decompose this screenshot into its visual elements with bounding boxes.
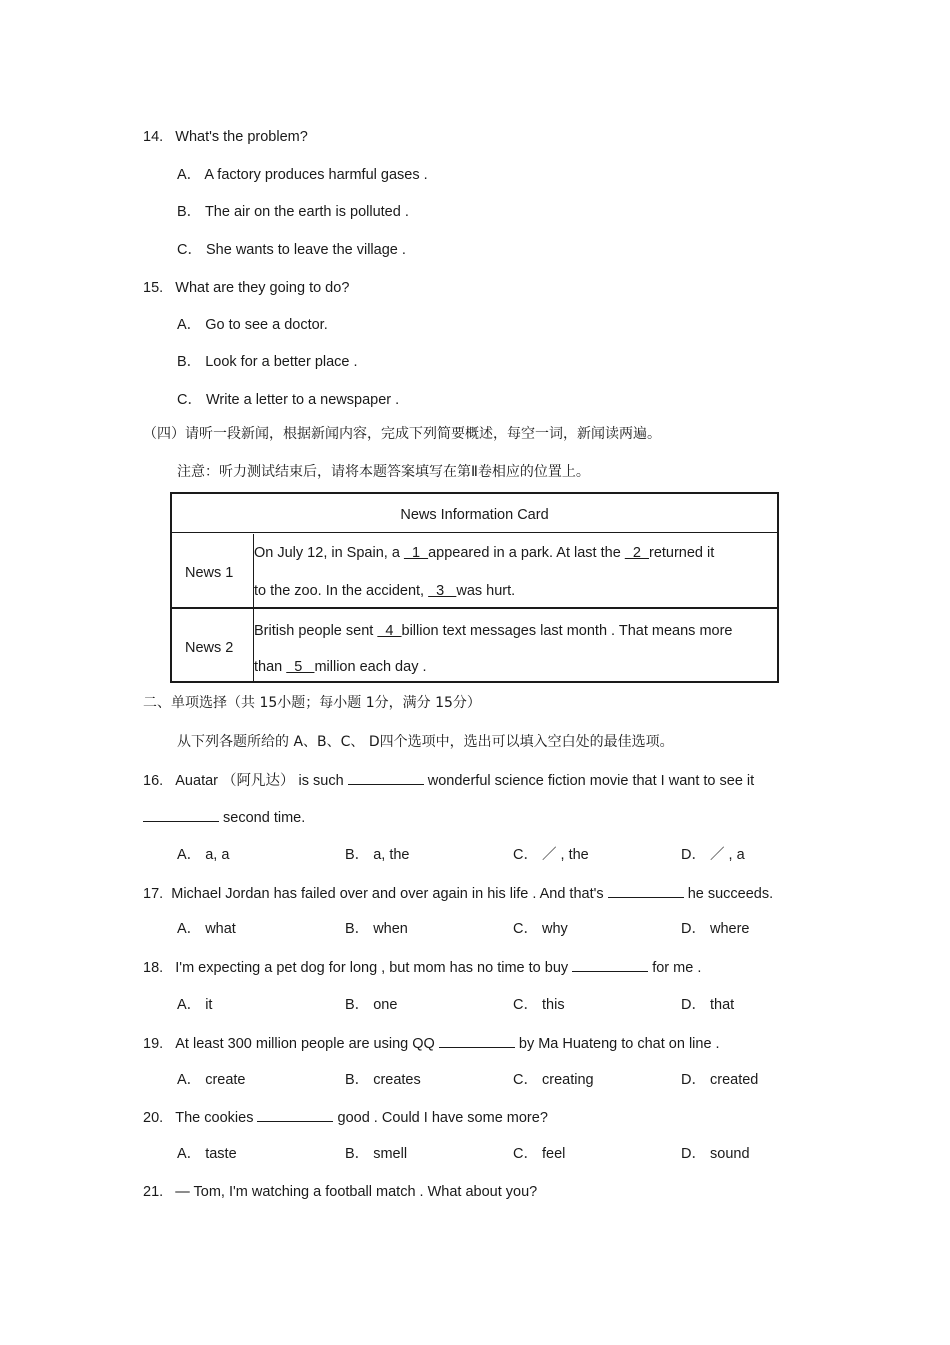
news-1-line-1: On July 12, in Spain, a 1 appeared in a park. At last the 2 returned it	[254, 545, 715, 561]
blank-3[interactable]: 3	[428, 583, 457, 599]
option-b: B． when	[345, 921, 408, 937]
option-a: A． it	[177, 997, 213, 1013]
option-c: C． ／ , the	[513, 847, 589, 863]
option-a: A． A factory produces harmful gases .	[177, 167, 428, 183]
question-20: 20. The cookies good . Could I have some more?	[143, 1110, 548, 1126]
answer-blank[interactable]	[348, 771, 424, 785]
question-21	[143, 1183, 537, 1201]
option-c: C． Write a letter to a newspaper .	[177, 392, 400, 408]
news-information-card	[170, 492, 779, 683]
option-c: C． this	[513, 997, 565, 1013]
part-2-directions: 从下列各题所给的 A、B、C、 D四个选项中，选出可以填入空白处的最佳选项。	[177, 734, 674, 750]
question-number: 21.	[143, 1184, 164, 1200]
blank-2[interactable]: 2	[624, 545, 649, 561]
option-b: B． Look for a better place .	[177, 354, 358, 370]
option-d: D． where	[681, 921, 750, 937]
blank-4[interactable]: 4	[377, 623, 402, 639]
part-2-heading: 二、单项选择（共 15小题；每小题 1分，满分 15分）	[143, 695, 481, 711]
option-d: D． ／ , a	[681, 847, 745, 863]
question-15	[143, 279, 349, 297]
answer-blank[interactable]	[257, 1108, 333, 1122]
section-4-instruction: （四）请听一段新闻，根据新闻内容，完成下列简要概述，每空一词，新闻读两遍。	[143, 426, 661, 442]
option-a: A． create	[177, 1072, 246, 1088]
option-b: B． a, the	[345, 847, 410, 863]
option-c: C． feel	[513, 1146, 566, 1162]
answer-blank[interactable]	[439, 1034, 515, 1048]
question-number: 14.	[143, 129, 164, 145]
option-b: B． smell	[345, 1146, 408, 1162]
option-b: B． one	[345, 997, 398, 1013]
option-d: D． that	[681, 997, 735, 1013]
question-stem: What's the problem?	[175, 129, 308, 145]
news-2-label: News 2	[185, 640, 234, 656]
question-18: 18. I'm expecting a pet dog for long , but mom has no time to buy for me .	[143, 960, 702, 976]
question-stem: At least 300 million people are using QQ	[175, 1036, 435, 1052]
news-2-line-2: than 5 million each day .	[254, 659, 427, 675]
question-14	[143, 128, 308, 146]
question-stem: Auatar （阿凡达） is such	[175, 773, 344, 789]
option-d: D． created	[681, 1072, 759, 1088]
option-b: B． The air on the earth is polluted .	[177, 204, 409, 220]
card-title: News Information Card	[400, 507, 549, 523]
option-a: A． what	[177, 921, 236, 937]
option-b: B． creates	[345, 1072, 421, 1088]
option-c: C． creating	[513, 1072, 594, 1088]
question-number: 17.	[143, 886, 164, 902]
question-stem: I'm expecting a pet dog for long , but mom has no time to buy	[175, 960, 569, 976]
question-number: 20.	[143, 1110, 164, 1126]
blank-5[interactable]: 5	[286, 659, 315, 675]
question-stem: — Tom, I'm watching a football match . What about you?	[175, 1184, 538, 1200]
news-1-label: News 1	[185, 565, 234, 581]
question-19: 19. At least 300 million people are using QQ by Ma Huateng to chat on line .	[143, 1036, 720, 1052]
question-number: 19.	[143, 1036, 164, 1052]
question-stem: The cookies	[175, 1110, 254, 1126]
answer-blank[interactable]	[143, 808, 219, 822]
question-number: 18.	[143, 960, 164, 976]
question-16: 16. Auatar （阿凡达） is such wonderful science fiction movie that I want to see it	[143, 773, 755, 789]
question-number: 15.	[143, 280, 164, 296]
card-divider	[172, 607, 777, 609]
question-16-continued: second time.	[143, 808, 305, 827]
blank-1[interactable]: 1	[403, 545, 429, 561]
news-2-line-1: British people sent 4 billion text messages last month . That means more	[254, 623, 733, 639]
news-1-line-2: to the zoo. In the accident, 3 was hurt.	[254, 583, 516, 599]
card-divider	[172, 532, 777, 533]
question-number: 16.	[143, 773, 164, 789]
question-stem: What are they going to do?	[175, 280, 350, 296]
option-a: A． a, a	[177, 847, 230, 863]
option-c: C． She wants to leave the village .	[177, 242, 406, 258]
question-17: 17. Michael Jordan has failed over and over again in his life . And that's he succeeds.	[143, 886, 774, 902]
option-d: D． sound	[681, 1146, 750, 1162]
answer-blank[interactable]	[608, 884, 684, 898]
option-a: A． Go to see a doctor.	[177, 317, 328, 333]
answer-blank[interactable]	[572, 958, 648, 972]
option-a: A． taste	[177, 1146, 237, 1162]
section-4-note: 注意：听力测试结束后，请将本题答案填写在第Ⅱ卷相应的位置上。	[177, 464, 590, 480]
option-c: C． why	[513, 921, 568, 937]
question-stem: Michael Jordan has failed over and over again in his life . And that's	[171, 886, 604, 902]
